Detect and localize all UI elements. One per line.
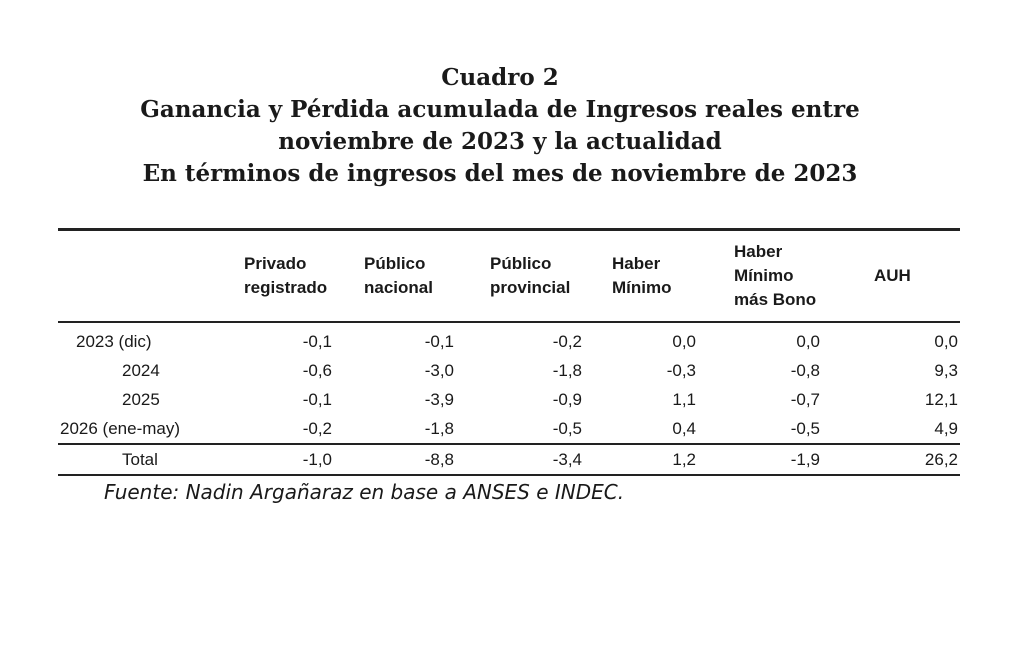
- table-cell: -0,2: [552, 331, 582, 351]
- table-cell: 0,0: [934, 331, 958, 351]
- total-cell: 26,2: [834, 444, 960, 475]
- header-line: Privado: [244, 253, 307, 273]
- header-line: más Bono: [734, 289, 817, 309]
- table-cell: 12,1: [924, 389, 958, 409]
- row-label: 2024: [122, 360, 160, 380]
- header-publico-provincial: [468, 230, 596, 322]
- table-cell: 1,1: [672, 389, 696, 409]
- header-line: registrado: [244, 277, 328, 297]
- table-cell: 0,4: [672, 418, 696, 438]
- table-row: [58, 385, 960, 414]
- table-cell: -0,6: [302, 360, 332, 380]
- header-line: Mínimo: [612, 277, 672, 297]
- table-row: [58, 356, 960, 385]
- table-cell: -0,9: [552, 389, 582, 409]
- header-line: Haber: [612, 253, 661, 273]
- total-label: Total: [58, 444, 216, 475]
- header-line: Público: [364, 253, 426, 273]
- header-line: Mínimo: [734, 265, 794, 285]
- total-cell: -8,8: [346, 444, 468, 475]
- table-cell: -0,1: [302, 331, 332, 351]
- income-table: [58, 228, 960, 476]
- header-auh: [834, 230, 960, 322]
- total-cell: -1,0: [216, 444, 346, 475]
- header-line: AUH: [874, 265, 911, 285]
- row-label: 2025: [122, 389, 160, 409]
- table-title-block: [0, 62, 1000, 190]
- header-empty-cell: [58, 230, 216, 322]
- table-row: [58, 414, 960, 444]
- table-title-line-2: noviembre de 2023 y la actualidad: [278, 128, 722, 155]
- table-cell: 0,0: [796, 331, 820, 351]
- table-cell: -3,0: [424, 360, 454, 380]
- table-cell: 9,3: [934, 360, 958, 380]
- table-cell: -0,2: [302, 418, 332, 438]
- row-label: 2023 (dic): [76, 331, 152, 351]
- table-cell: -1,8: [424, 418, 454, 438]
- table-cell: -0,1: [424, 331, 454, 351]
- header-line: provincial: [490, 277, 571, 297]
- header-line: Público: [490, 253, 552, 273]
- table-cell: -0,3: [666, 360, 696, 380]
- table-cell: -0,8: [790, 360, 820, 380]
- header-line: Haber: [734, 241, 783, 261]
- table-number: Cuadro 2: [441, 64, 559, 91]
- total-cell: -1,9: [710, 444, 834, 475]
- header-publico-nacional: [346, 230, 468, 322]
- source-note: Fuente: Nadin Argañaraz en base a ANSES e INDEC.: [104, 480, 625, 504]
- table-cell: 0,0: [672, 331, 696, 351]
- total-cell: -3,4: [468, 444, 596, 475]
- total-cell: 1,2: [596, 444, 710, 475]
- table-title-line-1: Ganancia y Pérdida acumulada de Ingresos reales entre: [140, 96, 860, 123]
- row-label: 2026 (ene-may): [60, 418, 181, 438]
- header-row: [58, 230, 960, 322]
- table-subtitle: En términos de ingresos del mes de noviembre de 2023: [142, 160, 858, 187]
- table-cell: 4,9: [934, 418, 958, 438]
- table-cell: -3,9: [424, 389, 454, 409]
- header-privado-registrado: [216, 230, 346, 322]
- total-row: [58, 444, 960, 475]
- table-cell: -0,5: [552, 418, 582, 438]
- table-cell: -0,5: [790, 418, 820, 438]
- header-haber-minimo: [596, 230, 710, 322]
- header-haber-minimo-mas-bono: [710, 230, 834, 322]
- data-table: [58, 228, 960, 476]
- table-cell: -0,7: [790, 389, 820, 409]
- header-line: nacional: [364, 277, 433, 297]
- table-row: [58, 322, 960, 356]
- table-cell: -0,1: [302, 389, 332, 409]
- table-cell: -1,8: [552, 360, 582, 380]
